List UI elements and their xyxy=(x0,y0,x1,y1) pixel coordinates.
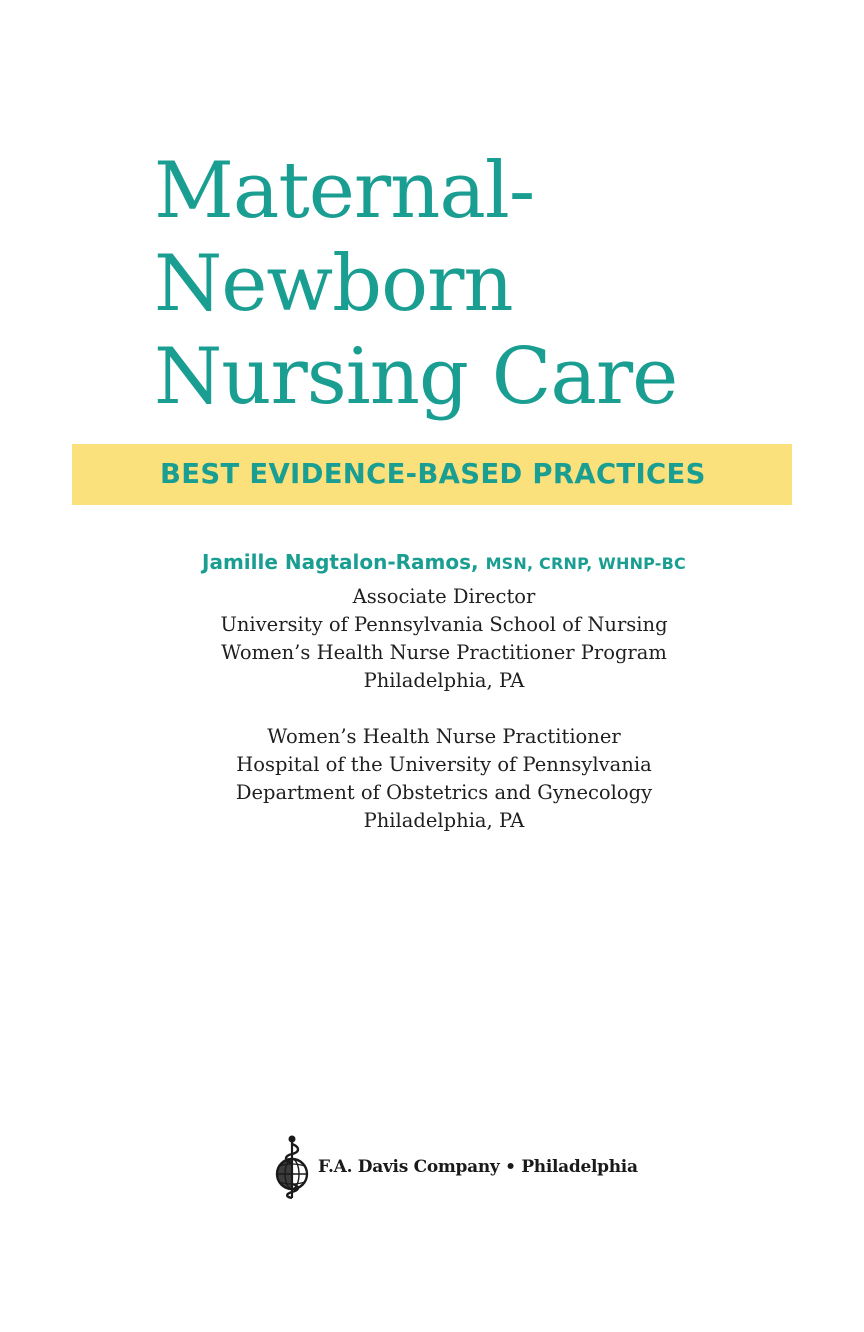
author-credentials: MSN, CRNP, WHNP-BC xyxy=(485,554,686,573)
affiliation-line: Philadelphia, PA xyxy=(363,809,525,832)
affiliation-line: Women’s Health Nurse Practitioner xyxy=(267,725,621,748)
affiliation-block xyxy=(0,583,864,695)
book-title-line: Newborn xyxy=(154,239,513,329)
author-line xyxy=(0,548,864,578)
publisher-city: Philadelphia xyxy=(521,1157,638,1177)
affiliation-line: Department of Obstetrics and Gynecology xyxy=(235,781,653,804)
affiliation-line: Associate Director xyxy=(352,585,536,608)
book-title xyxy=(154,145,774,424)
publisher-name: F.A. Davis Company xyxy=(318,1157,500,1177)
author-name: Jamille Nagtalon-Ramos, xyxy=(202,550,479,574)
book-title-line: Nursing Care xyxy=(154,332,678,422)
globe-caduceus-icon xyxy=(272,1132,312,1202)
book-title-line: Maternal- xyxy=(154,146,535,236)
affiliation-line: Women’s Health Nurse Practitioner Program xyxy=(221,641,667,664)
publisher-imprint xyxy=(272,1132,638,1202)
publisher-separator: • xyxy=(505,1157,516,1177)
affiliation-line: Hospital of the University of Pennsylvania xyxy=(236,753,652,776)
publisher-text xyxy=(318,1157,638,1177)
book-subtitle: BEST EVIDENCE-BASED PRACTICES xyxy=(160,458,706,490)
affiliation-line: University of Pennsylvania School of Nursing xyxy=(220,613,668,636)
affiliation-block xyxy=(0,723,864,835)
affiliation-line: Philadelphia, PA xyxy=(363,669,525,692)
